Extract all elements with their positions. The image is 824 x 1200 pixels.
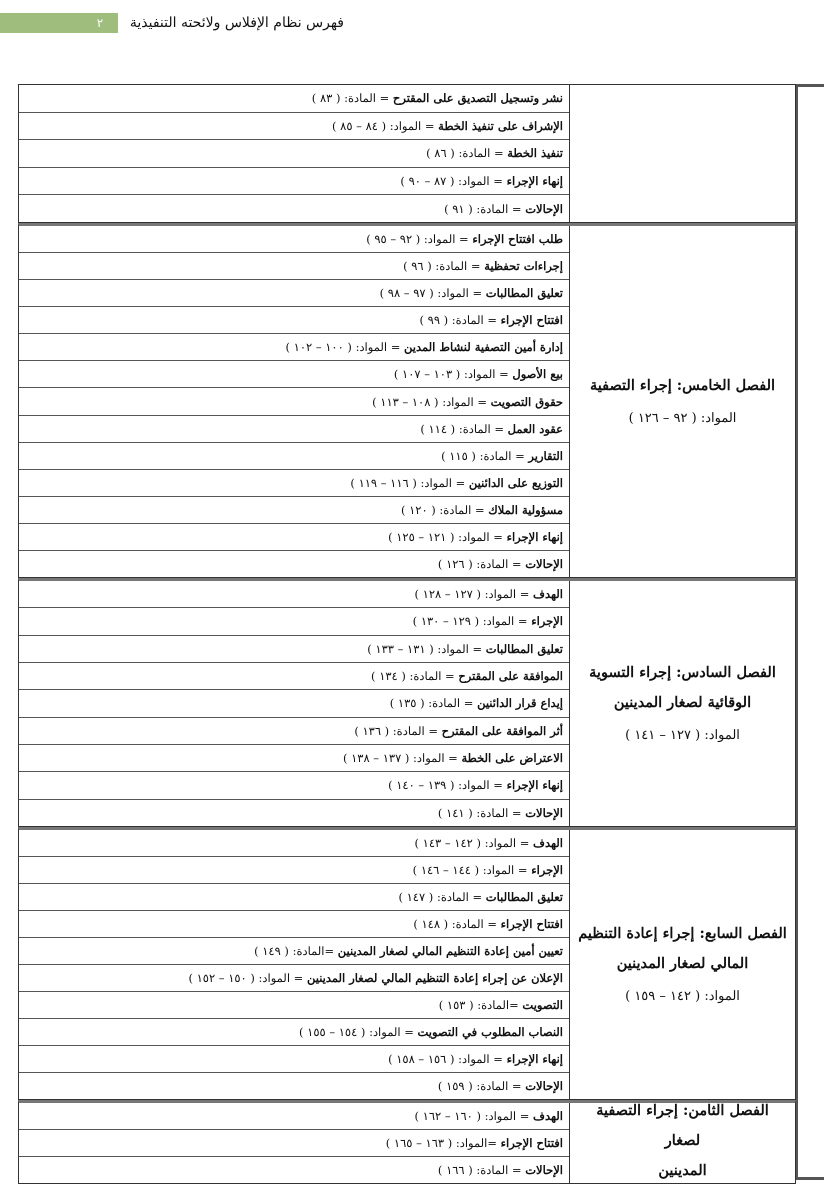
entry-article-ref: = المواد: ( ١٢١ – ١٢٥ )	[388, 529, 507, 544]
entry-article-ref: = المواد: ( ١٦٠ – ١٦٢ )	[414, 1109, 534, 1123]
chapter-title: الفصل الثامن: إجراء التصفية لصغار	[596, 1102, 769, 1149]
entry-topic: مسؤولية الملاك	[488, 502, 563, 517]
entry-topic: الإحالات	[525, 1163, 563, 1177]
entry-topic: افتتاح الإجراء	[500, 313, 563, 328]
entry-topic: الموافقة على المقترح	[458, 669, 563, 684]
index-row	[19, 744, 569, 771]
entry-topic: افتتاح الإجراء	[500, 917, 563, 931]
entry-topic: النصاب المطلوب في التصويت	[417, 1025, 563, 1039]
index-row	[19, 689, 569, 716]
chapter-subtitle: المدينين	[658, 1162, 707, 1179]
index-row	[19, 662, 569, 689]
index-entry	[419, 313, 563, 327]
index-entry	[438, 806, 563, 820]
chapter-articles: المواد: ( ٩٢ – ١٢٦ )	[628, 410, 737, 426]
chapter-articles: المواد: ( ١٢٧ – ١٤١ )	[625, 727, 740, 743]
index-entry	[401, 503, 563, 517]
index-entry	[366, 232, 563, 246]
index-entry	[398, 890, 563, 904]
entry-article-ref: = المادة: ( ١٥٩ )	[437, 1079, 526, 1093]
index-row	[19, 112, 569, 140]
entry-topic: التوزيع على الدائنين	[468, 475, 563, 490]
entry-topic: إنهاء الإجراء	[506, 174, 563, 189]
entry-article-ref: = المادة: ( ١٣٥ )	[389, 696, 478, 711]
page-number: ٢	[96, 16, 104, 30]
entry-article-ref: =المادة: ( ١٥٣ )	[438, 998, 523, 1012]
index-row	[19, 581, 569, 607]
index-row	[19, 167, 569, 195]
index-entry	[439, 998, 563, 1012]
index-row	[19, 1156, 569, 1183]
index-entry	[400, 174, 563, 188]
entry-article-ref: = المواد: ( ١٢٧ – ١٢٨ )	[414, 587, 534, 602]
index-row	[19, 85, 569, 112]
index-row	[19, 964, 569, 991]
entry-topic: التقارير	[528, 448, 563, 463]
entry-article-ref: = المواد: ( ١١٦ – ١١٩ )	[350, 475, 469, 490]
entry-topic: نشر وتسجيل التصديق على المقترح	[392, 91, 563, 106]
entry-article-ref: = المادة: ( ١٣٦ )	[354, 723, 442, 738]
entry-topic: الإحالات	[525, 201, 563, 216]
entry-article-ref: = المواد: ( ١٣٧ – ١٣٨ )	[342, 751, 462, 766]
index-row	[19, 442, 569, 469]
entry-article-ref: = المادة: ( ١١٥ )	[441, 448, 529, 463]
index-row	[19, 607, 569, 634]
items-list	[19, 1103, 569, 1183]
index-entry	[444, 202, 563, 216]
chapter-section	[18, 578, 796, 827]
entry-article-ref: = المادة: ( ١١٤ )	[420, 421, 508, 436]
entry-topic: إنهاء الإجراء	[506, 529, 563, 544]
entry-article-ref: = المواد: ( ٨٤ – ٨٥ )	[331, 118, 439, 133]
entry-topic: طلب افتتاح الإجراء	[472, 232, 563, 247]
items-list	[19, 581, 569, 826]
index-entry	[403, 259, 563, 273]
index-row	[19, 360, 569, 387]
entry-topic: تعيين أمين إعادة التنظيم المالي لصغار المدينين	[337, 944, 563, 958]
index-row	[19, 635, 569, 662]
index-row	[19, 771, 569, 798]
entry-article-ref: = المواد: ( ١٥٠ – ١٥٢ )	[188, 971, 307, 985]
index-row	[19, 1103, 569, 1129]
index-row	[19, 306, 569, 333]
index-row	[19, 387, 569, 414]
index-row	[19, 415, 569, 442]
chapter-articles: المواد: ( ١٤٢ – ١٥٩ )	[625, 988, 740, 1004]
chapter-cell	[569, 581, 795, 826]
entry-topic: الاعتراض على الخطة	[461, 751, 563, 766]
entry-article-ref: =المادة: ( ١٤٩ )	[254, 944, 338, 958]
index-row	[19, 1129, 569, 1156]
entry-article-ref: = المواد: ( ١٠٣ – ١٠٧ )	[393, 367, 513, 382]
entry-article-ref: = المواد: ( ١٠٨ – ١١٣ )	[372, 394, 491, 409]
index-entry	[394, 367, 563, 381]
entry-topic: تعليق المطالبات	[485, 641, 563, 656]
entry-article-ref: =المواد: ( ١٦٣ – ١٦٥ )	[385, 1136, 501, 1150]
index-entry	[413, 863, 563, 877]
entry-article-ref: = المادة: ( ١٤٨ )	[413, 917, 501, 931]
entry-topic: الهدف	[533, 587, 563, 602]
entry-article-ref: = المواد: ( ١٥٤ – ١٥٥ )	[298, 1025, 418, 1039]
entry-topic: الإحالات	[525, 805, 563, 820]
entry-topic: إنهاء الإجراء	[506, 778, 563, 793]
entry-topic: تعليق المطالبات	[485, 286, 563, 301]
entry-topic: أثر الموافقة على المقترح	[441, 723, 563, 738]
index-row	[19, 279, 569, 306]
index-entry	[438, 1079, 563, 1093]
entry-article-ref: = المواد: ( ١٥٦ – ١٥٨ )	[388, 1052, 507, 1066]
entry-topic: إدارة أمين التصفية لنشاط المدين	[404, 340, 563, 355]
index-entry	[367, 642, 563, 656]
entry-topic: تعليق المطالبات	[485, 890, 563, 904]
index-row	[19, 991, 569, 1018]
index-table	[18, 84, 796, 1184]
chapter-section	[18, 1100, 796, 1184]
entry-article-ref: = المواد: ( ١٢٩ – ١٣٠ )	[412, 614, 532, 629]
index-entry	[415, 836, 563, 850]
index-entry	[332, 119, 563, 133]
index-entry	[254, 944, 563, 958]
entry-article-ref: = المواد: ( ١٣٩ – ١٤٠ )	[388, 778, 507, 793]
entry-article-ref: = المواد: ( ١٠٠ – ١٠٢ )	[285, 340, 404, 355]
index-entry	[388, 1052, 563, 1066]
page-header	[0, 10, 824, 36]
entry-article-ref: = المواد: ( ١٤٤ – ١٤٦ )	[412, 863, 532, 877]
index-entry	[312, 91, 563, 105]
index-row	[19, 139, 569, 167]
index-row	[19, 1018, 569, 1045]
entry-article-ref: = المادة: ( ١٢٠ )	[400, 502, 489, 517]
chapter-cell	[569, 226, 795, 577]
chapter-title: الفصل السادس: إجراء التسوية	[589, 663, 776, 681]
index-row	[19, 194, 569, 222]
entry-topic: الإحالات	[525, 556, 563, 571]
entry-article-ref: = المادة: ( ١٤١ )	[437, 805, 526, 820]
chapter-cell	[569, 85, 795, 222]
entry-article-ref: = المادة: ( ٨٦ )	[426, 146, 508, 161]
chapter-cell	[569, 1103, 795, 1183]
index-entry	[380, 286, 563, 300]
index-row	[19, 523, 569, 550]
index-entry	[413, 917, 563, 931]
chapter-title: الفصل السابع: إجراء إعادة التنظيم	[578, 924, 787, 942]
index-row	[19, 469, 569, 496]
entry-article-ref: = المواد: ( ٨٧ – ٩٠ )	[400, 174, 507, 189]
index-entry	[299, 1025, 563, 1039]
index-row	[19, 717, 569, 744]
index-entry	[388, 530, 563, 544]
entry-topic: عقود العمل	[507, 421, 563, 436]
index-entry	[285, 340, 563, 354]
index-entry	[350, 476, 563, 490]
chapter-title: الفصل الخامس: إجراء التصفية	[589, 376, 776, 394]
entry-article-ref: = المادة: ( ٩١ )	[444, 201, 526, 216]
items-list	[19, 85, 569, 222]
entry-topic: التصويت	[522, 998, 563, 1012]
entry-topic: الإشراف على تنفيذ الخطة	[438, 118, 563, 133]
index-entry	[371, 669, 563, 683]
entry-topic: إجراءات تحفظية	[484, 259, 563, 274]
items-list	[19, 830, 569, 1099]
entry-article-ref: = المواد: ( ٩٢ – ٩٥ )	[366, 232, 473, 247]
entry-topic: إنهاء الإجراء	[506, 1052, 563, 1066]
index-row	[19, 252, 569, 279]
chapter-subtitle: الوقائية لصغار المدينين	[613, 693, 752, 711]
entry-topic: تنفيذ الخطة	[507, 146, 563, 161]
items-list	[19, 226, 569, 577]
entry-topic: الهدف	[533, 1109, 563, 1123]
index-entry	[438, 1163, 563, 1177]
index-entry	[354, 724, 563, 738]
index-row	[19, 333, 569, 360]
index-entry	[420, 422, 563, 436]
index-row	[19, 226, 569, 252]
index-entry	[415, 1109, 563, 1123]
entry-article-ref: = المواد: ( ١٣١ – ١٣٣ )	[367, 641, 486, 656]
entry-article-ref: = المادة: ( ١٦٦ )	[437, 1163, 526, 1177]
right-margin-bar	[796, 84, 824, 1180]
index-entry	[343, 751, 563, 765]
entry-article-ref: = المادة: ( ٨٣ )	[311, 91, 393, 106]
chapter-subtitle: المالي لصغار المدينين	[616, 954, 749, 972]
index-entry	[438, 557, 563, 571]
entry-article-ref: = المادة: ( ١٤٧ )	[398, 890, 486, 904]
entry-article-ref: = المادة: ( ١٢٦ )	[437, 556, 526, 571]
entry-topic: افتتاح الإجراء	[500, 1136, 563, 1150]
chapter-section	[18, 84, 796, 223]
entry-topic: حقوق التصويت	[490, 394, 563, 409]
header-title: فهرس نظام الإفلاس ولائحته التنفيذية	[129, 15, 344, 31]
chapter-cell	[569, 830, 795, 1099]
index-row	[19, 799, 569, 826]
index-entry	[441, 449, 563, 463]
index-entry	[372, 395, 563, 409]
index-row	[19, 1045, 569, 1072]
index-entry	[188, 971, 563, 985]
entry-topic: الإحالات	[525, 1079, 563, 1093]
index-row	[19, 496, 569, 523]
index-row	[19, 883, 569, 910]
index-entry	[426, 146, 563, 160]
entry-topic: الهدف	[533, 836, 563, 850]
index-row	[19, 550, 569, 577]
entry-topic: الإجراء	[531, 614, 563, 629]
entry-article-ref: = المادة: ( ٩٩ )	[419, 313, 501, 328]
entry-topic: إيداع قرار الدائنين	[477, 696, 563, 711]
index-entry	[413, 614, 563, 628]
index-row	[19, 830, 569, 856]
index-entry	[386, 1136, 563, 1150]
entry-article-ref: = المادة: ( ٩٦ )	[403, 259, 485, 274]
entry-article-ref: = المواد: ( ١٤٢ – ١٤٣ )	[414, 836, 534, 850]
chapter-section	[18, 223, 796, 578]
chapter-section	[18, 827, 796, 1100]
entry-article-ref: = المادة: ( ١٣٤ )	[371, 669, 459, 684]
index-row	[19, 937, 569, 964]
index-entry	[388, 778, 563, 792]
index-entry	[390, 696, 563, 710]
entry-topic: بيع الأصول	[512, 367, 563, 382]
index-row	[19, 910, 569, 937]
index-row	[19, 856, 569, 883]
entry-topic: الإجراء	[531, 863, 563, 877]
index-entry	[415, 587, 563, 601]
entry-topic: الإعلان عن إجراء إعادة التنظيم المالي لصغار المدينين	[306, 971, 563, 985]
entry-article-ref: = المواد: ( ٩٧ – ٩٨ )	[379, 286, 486, 301]
index-row	[19, 1072, 569, 1099]
